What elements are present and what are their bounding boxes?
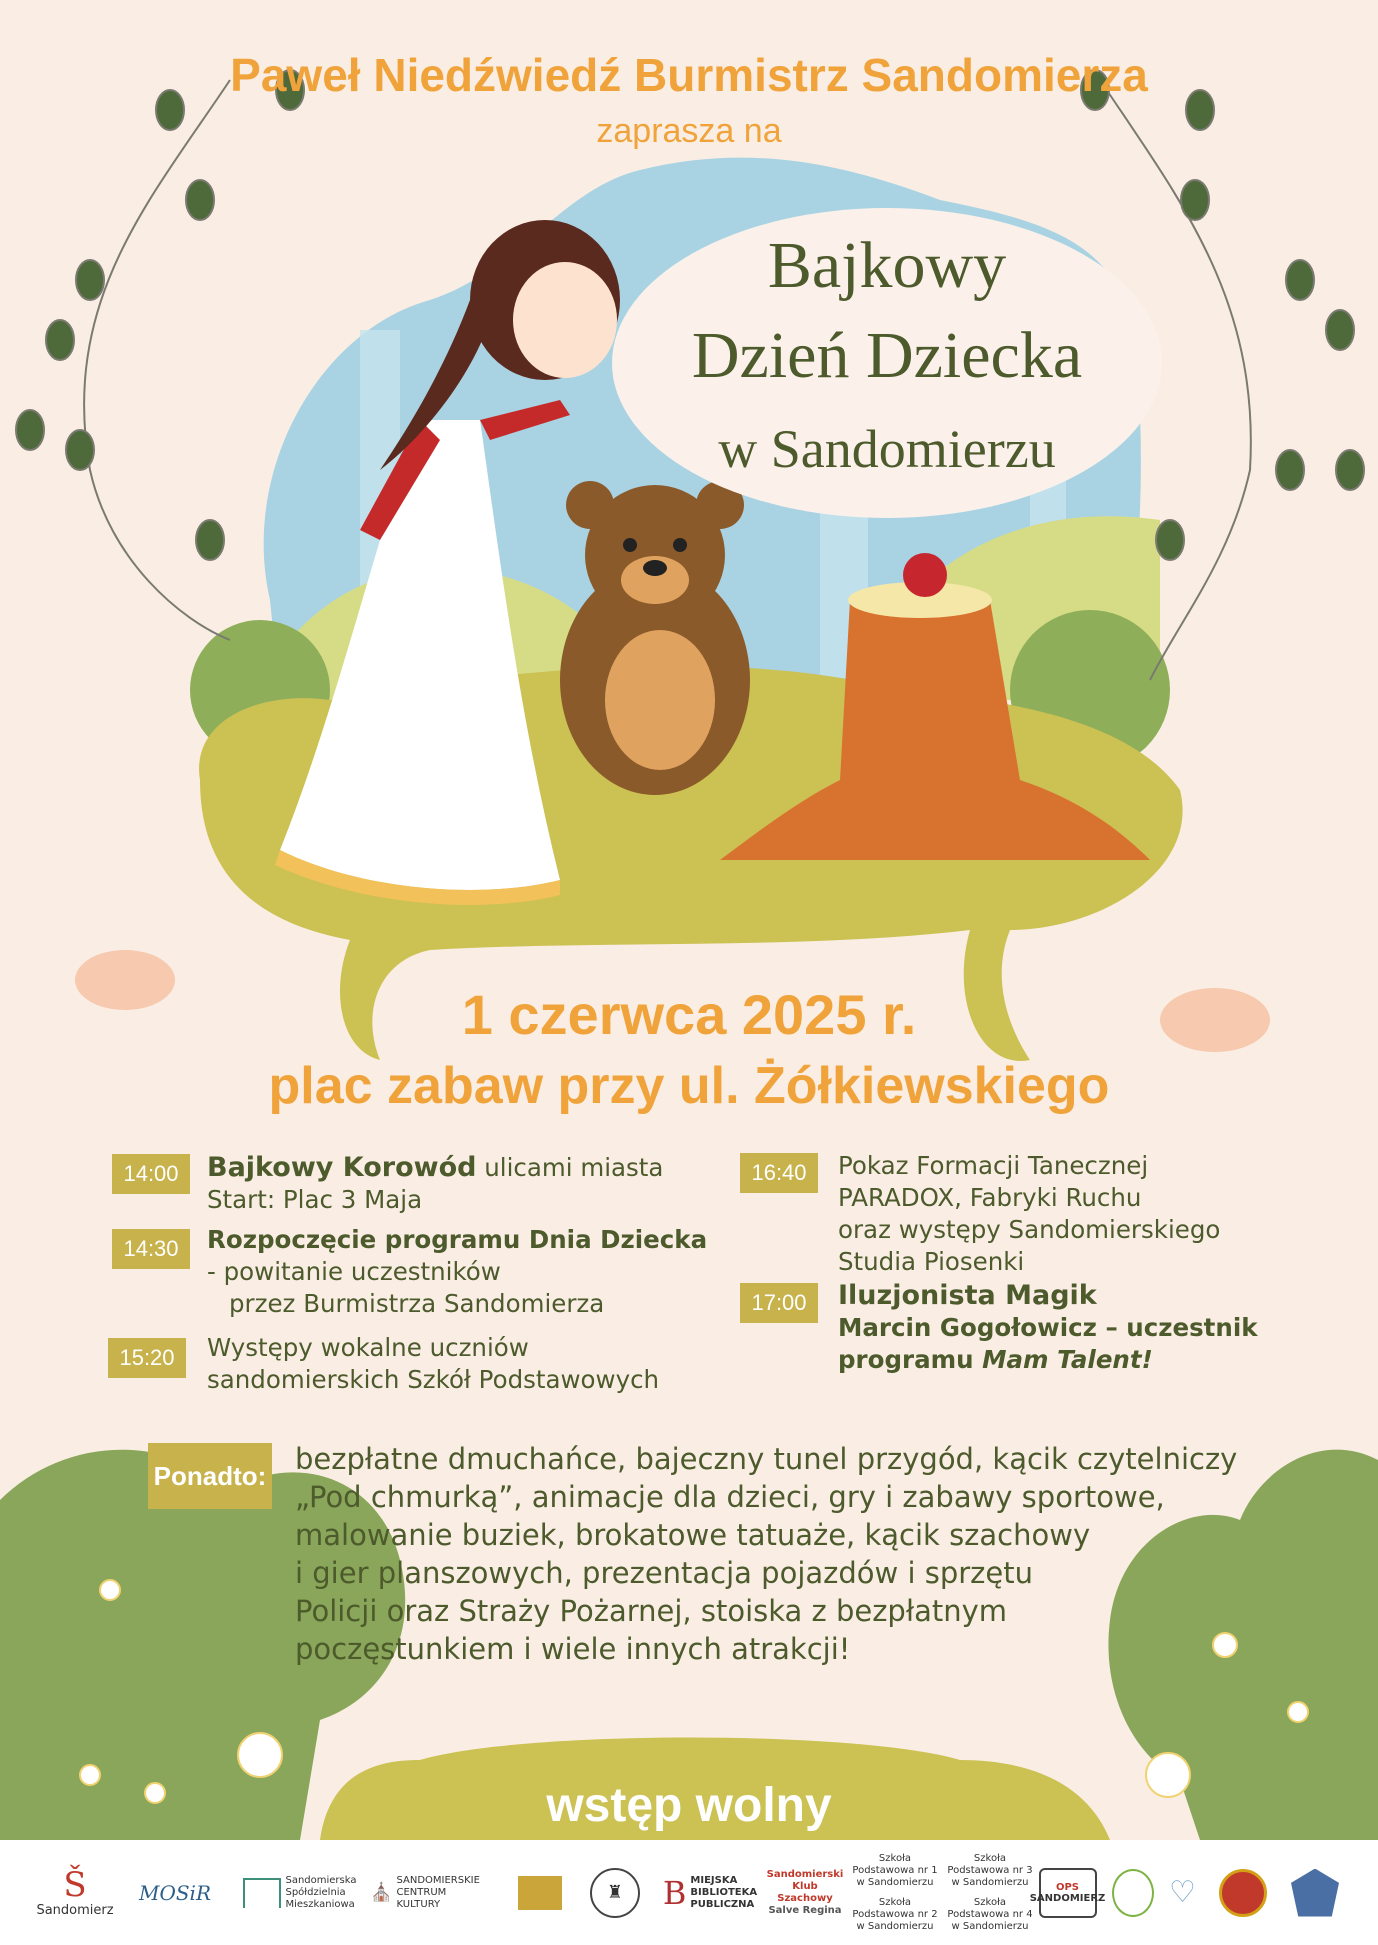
logo-label: w Sandomierzu [856,1876,934,1888]
logo-museum [585,1840,645,1945]
logo-green-circle [1110,1840,1155,1945]
logo-label: Sandomierski [766,1868,844,1880]
program-item [207,1332,727,1396]
program-text: Start: Plac 3 Maja [207,1185,423,1214]
program-item [207,1224,727,1320]
program-text: ulicami miasta [476,1153,664,1182]
ponadto-line: malowanie buziek, brokatowe tatuaże, kącik szachowy [295,1518,1091,1552]
program-text: oraz występy Sandomierskiego [838,1215,1221,1244]
logo-police [1280,1840,1350,1945]
bear-figure [560,481,750,795]
logo-label: BIBLIOTEKA [690,1886,758,1898]
logo-sandomierz [36,1840,114,1945]
logo-schools-3-4 [945,1840,1035,1945]
time-badge: 14:00 [112,1154,190,1194]
heart-icon: ♡ [1169,1875,1196,1910]
invites-line: zaprasza na [596,112,782,150]
program-text: Występy wokalne uczniów [207,1333,529,1362]
ponadto-line: „Pod chmurką”, animacje dla dzieci, gry i zabawy sportowe, [295,1480,1165,1514]
title-line-3: w Sandomierzu [718,419,1056,479]
castle-icon: ⛪ [370,1882,393,1903]
program-item [207,1152,707,1216]
sponsor-logo-bar [0,1840,1378,1945]
logo-label: Klub Szachowy [777,1880,833,1904]
circle-emblem-icon [1112,1869,1154,1917]
logo-schools-1-2 [850,1840,940,1945]
logo-label: Spółdzielnia [285,1886,346,1898]
title-line-1: Bajkowy [767,229,1007,302]
logo-label: Szkoła [878,1852,912,1864]
time-badge: 15:20 [108,1338,186,1378]
program-text: Studia Piosenki [838,1247,1025,1276]
event-date: 1 czerwca 2025 r. [461,983,917,1046]
logo-label: OPS [1055,1881,1080,1893]
logo-label: w Sandomierzu [856,1920,934,1932]
logo-label: Podstawowa nr 4 [947,1908,1033,1920]
time-badge: 17:00 [740,1283,818,1323]
logo-sck [370,1840,480,1945]
logo-label: w Sandomierzu [951,1920,1029,1932]
time-badge: 14:30 [112,1229,190,1269]
host-line: Paweł Niedźwiedź Burmistrz Sandomierza [230,49,1148,101]
logo-heart [1160,1840,1205,1945]
logo-label: Szkoła [973,1852,1007,1864]
logo-fire-brigade [1215,1840,1270,1945]
library-b-icon: B [662,1873,687,1912]
program-text: sandomierskich Szkół Podstawowych [207,1365,660,1394]
logo-chess-club [765,1840,845,1945]
program-title: Iluzjonista Magik [838,1280,1097,1311]
logo-ssm [240,1840,360,1945]
fire-brigade-emblem-icon [1219,1869,1267,1917]
ponadto-text [295,1440,1295,1668]
program-item [838,1150,1318,1278]
program-title: Rozpoczęcie programu Dnia Dziecka [207,1225,708,1254]
museum-seal-icon: ♜ [590,1868,640,1918]
program-text: Mam Talent! [982,1345,1153,1374]
program-title: Bajkowy Korowód [207,1152,477,1183]
program-item [838,1280,1318,1376]
program-text: Pokaz Formacji Tanecznej [838,1151,1149,1180]
title-line-2: Dzień Dziecka [691,319,1083,392]
program-text: programu [838,1345,983,1374]
logo-label: Sandomierska [285,1874,357,1886]
free-entry-text: wstęp wolny [546,1779,832,1832]
logo-mosir [125,1840,225,1945]
logo-label: PUBLICZNA [690,1898,755,1910]
vine-left [16,70,304,640]
foundation-icon [518,1876,562,1910]
logo-mbp [655,1840,765,1945]
sandomierz-crest-icon: Š [63,1865,87,1905]
logo-label: Salve Regina [768,1904,842,1916]
police-star-icon [1291,1869,1339,1917]
logo-label: Podstawowa nr 3 [947,1864,1033,1876]
logo-label: MOSiR [138,1880,212,1905]
event-place: plac zabaw przy ul. Żółkiewskiego [268,1057,1110,1115]
logo-label: Szkoła [973,1896,1007,1908]
ponadto-line: bezpłatne dmuchańce, bajeczny tunel przygód, kącik czytelniczy [295,1442,1238,1476]
logo-label: Podstawowa nr 2 [852,1908,938,1920]
house-icon [243,1878,281,1908]
time-badge: 16:40 [740,1153,818,1193]
program-text: PARADOX, Fabryki Ruchu [838,1183,1142,1212]
logo-label: SANDOMIERSKIE [396,1874,480,1886]
ponadto-line: poczęstunkiem i wiele innych atrakcji! [295,1632,851,1666]
logo-label: Mieszkaniowa [285,1898,355,1910]
logo-label: CENTRUM [396,1886,447,1898]
ponadto-line: i gier planszowych, prezentacja pojazdów i sprzętu [295,1556,1033,1590]
logo-label: KULTURY [396,1898,441,1910]
logo-label: w Sandomierzu [951,1876,1029,1888]
program-text: - powitanie uczestników [207,1257,501,1286]
logo-label: SANDOMIERZ [1029,1892,1106,1904]
logo-label: Sandomierz [36,1903,114,1918]
logo-label: Szkoła [878,1896,912,1908]
logo-label: Podstawowa nr 1 [852,1864,938,1876]
ponadto-line: Policji oraz Straży Pożarnej, stoiska z bezpłatnym [295,1594,1008,1628]
logo-foundation [510,1840,570,1945]
program-text: przez Burmistrza Sandomierza [229,1289,605,1318]
ponadto-badge: Ponadto: [148,1443,272,1509]
logo-ops [1029,1840,1106,1945]
program-text: Marcin Gogołowicz – uczestnik [838,1313,1258,1342]
logo-label: MIEJSKA [690,1874,738,1886]
